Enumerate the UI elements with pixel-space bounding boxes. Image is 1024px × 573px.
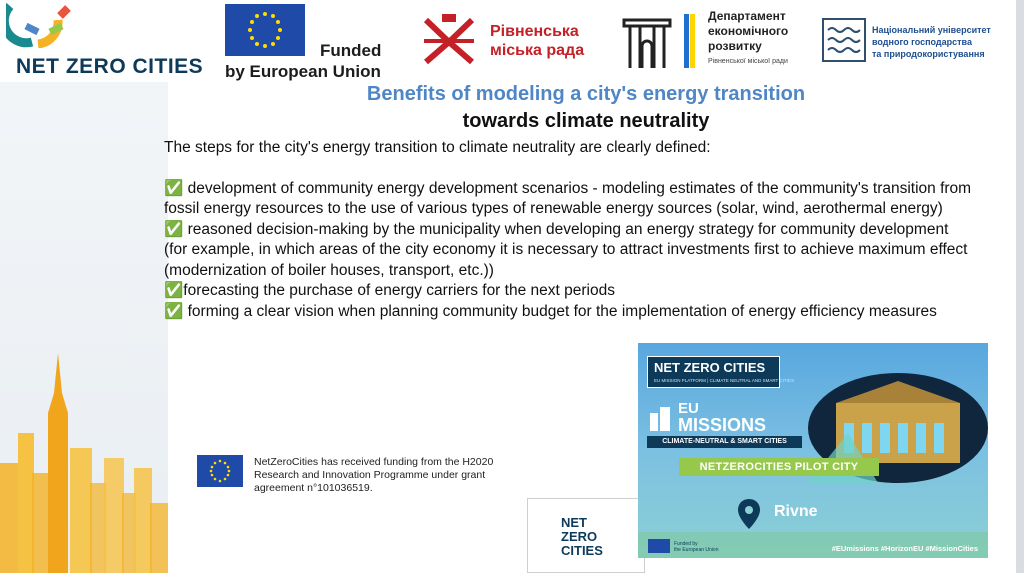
department-subtitle: Рівненської міської ради xyxy=(708,58,788,65)
nzc-badge-text xyxy=(561,516,603,558)
net-zero-cities-badge xyxy=(527,498,645,573)
department-line3: розвитку xyxy=(708,39,762,53)
poster-hashtags: #EUmissions #HorizonEU #MissionCities xyxy=(831,544,978,553)
net-zero-cities-logo-text: NET ZERO CITIES xyxy=(16,55,204,78)
logo-header xyxy=(0,0,1024,84)
rivne-council-line2: міська рада xyxy=(490,42,585,59)
nzc-badge-line2: ZERO xyxy=(561,529,598,544)
left-decor-panel xyxy=(0,82,168,573)
university-text xyxy=(872,24,991,60)
city-skyline-illustration xyxy=(0,353,168,573)
slide-subtitle: towards climate neutrality xyxy=(462,110,710,132)
eu-funded-label-2: by European Union xyxy=(225,62,381,81)
bullet-item: ✅ development of community energy development scenarios - modeling estimates of the community's transition from fossil energy resources to the use of various types of renewable energy sources (solar, wind, aerothermal energy) xyxy=(164,179,972,217)
eu-line: EU xyxy=(678,400,699,417)
department-line1: Департамент xyxy=(708,9,786,23)
department-line2: економічного xyxy=(708,24,789,38)
nzc-badge-line3: CITIES xyxy=(561,543,603,558)
university-line1: Національний університет xyxy=(872,25,991,35)
slide-title: Benefits of modeling a city's energy transition xyxy=(366,83,806,105)
university-emblem-icon xyxy=(822,18,866,62)
pilot-city-label: NETZEROCITIES PILOT CITY xyxy=(679,458,879,476)
rivne-council-text xyxy=(490,22,584,60)
eu-flag-icon xyxy=(225,4,305,56)
intro-text: The steps for the city's energy transition to climate neutrality are clearly defined: xyxy=(164,139,711,156)
poster-nzc-badge xyxy=(647,356,794,388)
poster-badge-subtitle: EU MISSION PLATFORM | CLIMATE NEUTRAL AND SMART CITIES xyxy=(654,378,794,383)
eu-funded-label: Funded xyxy=(320,41,382,60)
slide-body xyxy=(164,138,974,322)
poster-funded-line2: the European Union xyxy=(674,547,719,553)
right-edge-bar xyxy=(1016,0,1024,573)
poster-funded-text xyxy=(674,541,718,553)
spacer xyxy=(164,159,974,179)
poster-funded-line1: Funded by xyxy=(674,541,698,547)
net-zero-cities-mark-icon xyxy=(6,2,76,48)
eu-missions-label xyxy=(678,401,766,433)
climate-neutral-strip: CLIMATE-NEUTRAL & SMART CITIES xyxy=(647,436,802,448)
economic-department-text xyxy=(708,9,788,54)
rivne-council-line1: Рівненська xyxy=(490,23,579,40)
eu-flag-poster-icon xyxy=(648,539,670,553)
location-pin-icon xyxy=(738,499,760,529)
pilot-city-poster xyxy=(638,343,988,558)
eu-flag-small-icon xyxy=(197,455,243,487)
university-line2: водного господарства xyxy=(872,37,972,47)
missions-line: MISSIONS xyxy=(678,415,767,435)
city-name: Rivne xyxy=(774,503,818,520)
university-line3: та природокористування xyxy=(872,49,985,59)
economic-department-emblem-icon xyxy=(620,12,704,70)
bullet-item: ✅ forming a clear vision when planning community budget for the implementation of energy efficiency measures xyxy=(164,302,937,320)
bullet-item: ✅forecasting the purchase of energy carriers for the next periods xyxy=(164,282,615,299)
bullet-item: ✅ reasoned decision-making by the municipality when developing an energy strategy for community development (for example, in which areas of the city economy it is necessary to attract investments first to achieve maximum effect (modernization of boiler houses, transport, etc.)) xyxy=(164,220,968,279)
nzc-badge-line1: NET xyxy=(561,515,587,530)
city-buildings-icon xyxy=(648,405,672,431)
funding-note-text: NetZeroCities has received funding from the H2020 Research and Innovation Programme under grant agreement n°101036519. xyxy=(254,456,494,494)
rivne-council-emblem-icon xyxy=(420,12,478,70)
poster-badge-title: NET ZERO CITIES xyxy=(654,360,766,375)
